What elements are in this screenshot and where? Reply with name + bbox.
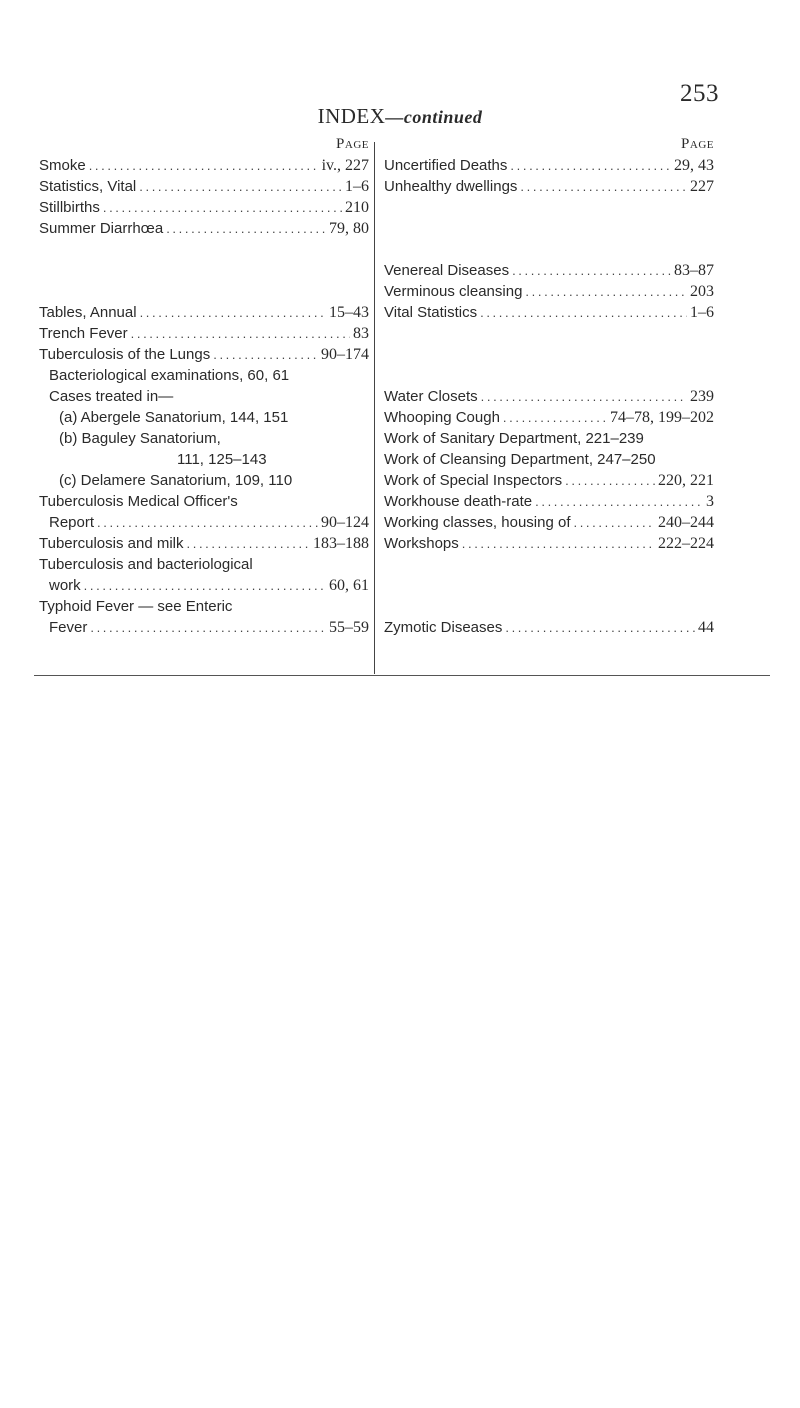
index-subentry-baguley-pages: 111, 125–143	[177, 451, 267, 468]
index-entry-tb-work: work . . . 60, 61	[39, 575, 369, 596]
index-entry-working-classes: Working classes, housing of . . . 240–244	[384, 512, 714, 533]
right-page-header: Page	[681, 136, 714, 152]
index-entry-vital-statistics: Vital Statistics . . . 1–6	[384, 302, 714, 323]
index-entry-tables-annual: Tables, Annual . . . 15–43	[39, 302, 369, 323]
left-column	[39, 134, 369, 638]
index-entry-statistics-vital: Statistics, Vital . . . 1–6	[39, 176, 369, 197]
index-subentry-bacteriological: Bacteriological examinations, 60, 61	[49, 367, 290, 384]
index-entry-water-closets: Water Closets . . . 239	[384, 386, 714, 407]
index-entry-stillbirths: Stillbirths . . . 210	[39, 197, 369, 218]
index-subentry-abergele: (a) Abergele Sanatorium, 144, 151	[59, 409, 289, 426]
index-subentry-delamere: (c) Delamere Sanatorium, 109, 110	[59, 472, 293, 489]
index-entry-zymotic: Zymotic Diseases . . . 44	[384, 617, 714, 638]
index-entry-uncertified-deaths: Uncertified Deaths . . . 29, 43	[384, 155, 714, 176]
index-entry-workhouse: Workhouse death-rate . . . 3	[384, 491, 714, 512]
index-entry-tb-report: Report . . . 90–124	[39, 512, 369, 533]
index-entry-tb-medical-officer: Tuberculosis Medical Officer's	[39, 493, 238, 510]
page-title	[0, 104, 800, 129]
index-subentry-cases-treated: Cases treated in—	[49, 388, 174, 405]
index-entry-trench-fever: Trench Fever . . . 83	[39, 323, 369, 344]
index-entry-tb-milk: Tuberculosis and milk . . . 183–188	[39, 533, 369, 554]
index-entry-unhealthy-dwellings: Unhealthy dwellings . . . 227	[384, 176, 714, 197]
bottom-rule	[34, 675, 770, 676]
right-column	[384, 134, 714, 638]
index-entry-cleansing-department: Work of Cleansing Department, 247–250	[384, 451, 656, 468]
title-continued: —continued	[385, 107, 483, 127]
index-entry-verminous: Verminous cleansing . . . 203	[384, 281, 714, 302]
page-number: 253	[680, 80, 719, 107]
left-page-header: Page	[336, 136, 369, 152]
index-entry-typhoid-fever: Fever . . . 55–59	[39, 617, 369, 638]
index-entry-tb-bacteriological: Tuberculosis and bacteriological	[39, 556, 253, 573]
index-entry-tb-lungs: Tuberculosis of the Lungs . . . 90–174	[39, 344, 369, 365]
index-entry-workshops: Workshops . . . 222–224	[384, 533, 714, 554]
title-main: INDEX	[317, 104, 386, 128]
index-entry-venereal: Venereal Diseases . . . 83–87	[384, 260, 714, 281]
index-entry-whooping-cough: Whooping Cough . . . 74–78, 199–202	[384, 407, 714, 428]
column-divider	[374, 142, 375, 674]
index-entry-special-inspectors: Work of Special Inspectors . . . 220, 221	[384, 470, 714, 491]
index-entry-summer-diarrhoea: Summer Diarrhœa . . . 79, 80	[39, 218, 369, 239]
index-entry-smoke: Smoke . . . iv., 227	[39, 155, 369, 176]
index-entry-typhoid: Typhoid Fever — see Enteric	[39, 598, 233, 615]
index-entry-sanitary-department: Work of Sanitary Department, 221–239	[384, 430, 644, 447]
index-subentry-baguley: (b) Baguley Sanatorium,	[59, 430, 221, 447]
